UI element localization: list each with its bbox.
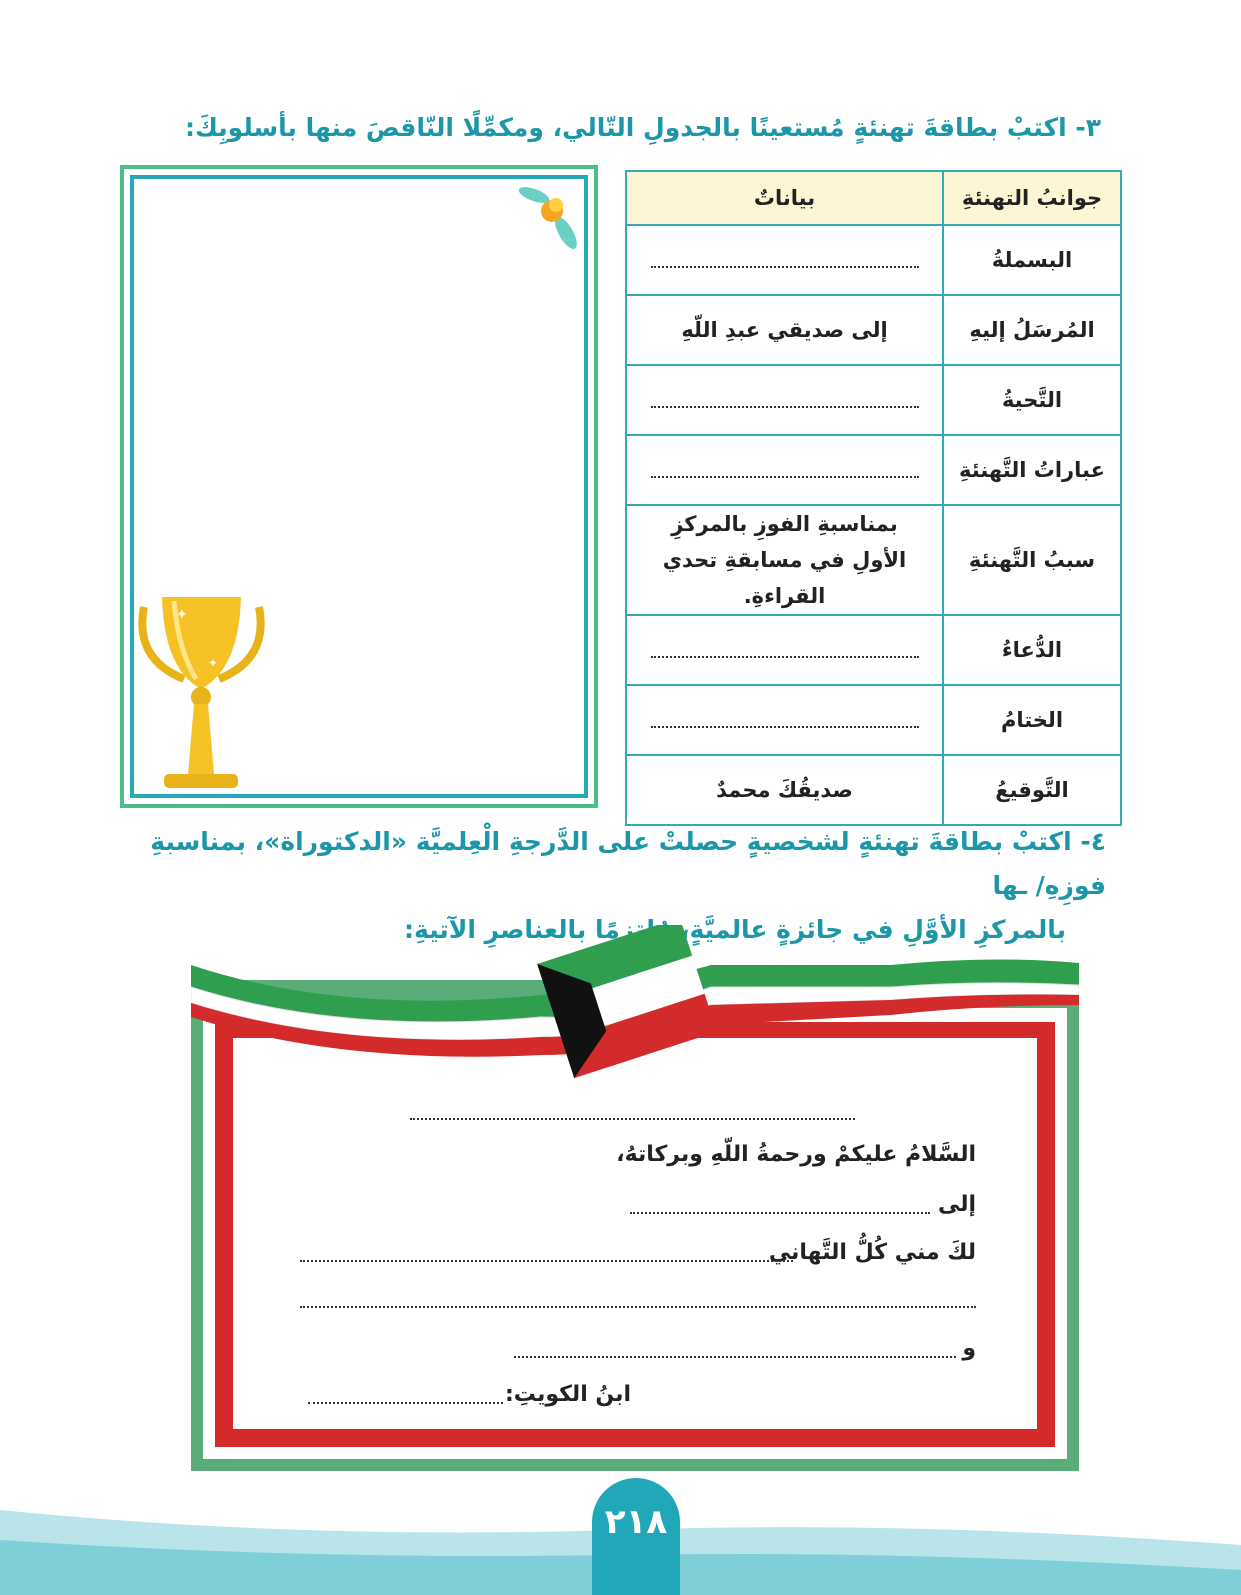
row-aspect: عباراتُ التَّهنئةِ	[943, 435, 1121, 505]
card-frame	[120, 165, 598, 808]
row-value: إلى صديقي عبدِ اللّهِ	[626, 295, 943, 365]
card-congrats-label: لكَ مني كُلُّ التَّهاني	[768, 1240, 976, 1265]
row-fill-blank[interactable]	[626, 225, 943, 295]
question-4-line-2: بالمركزِ الأوَّلِ في جائزةٍ عالميَّةٍ، مُلتزمًا بالعناصرِ الآتيةِ:	[404, 915, 1066, 944]
trophy-icon	[134, 589, 269, 799]
row-aspect: الختامُ	[943, 685, 1121, 755]
basmala-blank[interactable]	[410, 1118, 855, 1120]
kuwait-flag-ribbon-icon	[191, 925, 1079, 1085]
row-aspect: البسملةُ	[943, 225, 1121, 295]
question-4-line-1: ٤- اكتبْ بطاقةَ تهنئةٍ لشخصيةٍ حصلتْ على الدَّرجةِ الْعِلميَّة «الدكتوراة»، بمناسبةِ فوزِهِ/ ـها	[150, 827, 1106, 900]
card-content-area	[233, 1038, 1037, 1429]
table-header-aspects: جوانبُ التهنئةِ	[943, 171, 1121, 225]
flower-icon	[516, 181, 586, 253]
row-aspect: الدُّعاءُ	[943, 615, 1121, 685]
row-value: صديقُكَ محمدٌ	[626, 755, 943, 825]
card-signature-label: ابنُ الكويتِ:	[505, 1382, 631, 1407]
row-aspect: التَّوقيعُ	[943, 755, 1121, 825]
svg-text:✦: ✦	[176, 607, 188, 623]
dotted-blank[interactable]	[651, 638, 919, 658]
dotted-blank[interactable]	[651, 248, 919, 268]
row-aspect: التَّحيةُ	[943, 365, 1121, 435]
svg-text:✦: ✦	[208, 656, 219, 670]
dotted-blank[interactable]	[651, 458, 919, 478]
row-fill-blank[interactable]	[626, 435, 943, 505]
row-fill-blank[interactable]	[626, 615, 943, 685]
dotted-blank[interactable]	[651, 708, 919, 728]
card-greeting: السَّلامُ عليكمْ ورحمةُ اللّهِ وبركاتهُ،	[616, 1142, 976, 1167]
row-aspect: المُرسَلُ إليهِ	[943, 295, 1121, 365]
row-aspect: سببُ التَّهنئةِ	[943, 505, 1121, 615]
card-and-label: و	[962, 1336, 976, 1361]
dotted-blank[interactable]	[651, 388, 919, 408]
signature-blank[interactable]	[308, 1402, 503, 1404]
row-fill-blank[interactable]	[626, 685, 943, 755]
question-3-title: ٣- اكتبْ بطاقةَ تهنئةٍ مُستعينًا بالجدولِ التّالي، ومكمِّلًا النّاقصَ منها بأسلوبِكَ:	[185, 113, 1101, 142]
prayer-blank[interactable]	[514, 1356, 956, 1358]
table-row	[626, 225, 1121, 295]
recipient-blank[interactable]	[630, 1212, 930, 1214]
row-fill-blank[interactable]	[626, 365, 943, 435]
congratulation-table	[625, 170, 1122, 826]
page-number: ٢١٨	[604, 1502, 668, 1542]
table-row	[626, 755, 1121, 825]
table-row	[626, 365, 1121, 435]
card-to-label: إلى	[937, 1192, 976, 1217]
table-header-data: بياناتٌ	[626, 171, 943, 225]
table-row	[626, 435, 1121, 505]
table-row	[626, 295, 1121, 365]
row-value: بمناسبةِ الفوزِ بالمركزِ الأولِ في مسابقةِ تحدي القراءةِ.	[626, 505, 943, 615]
table-row	[626, 505, 1121, 615]
congrats-blank-2[interactable]	[300, 1306, 976, 1308]
table-row	[626, 615, 1121, 685]
congrats-blank[interactable]	[300, 1260, 793, 1262]
table-row	[626, 685, 1121, 755]
